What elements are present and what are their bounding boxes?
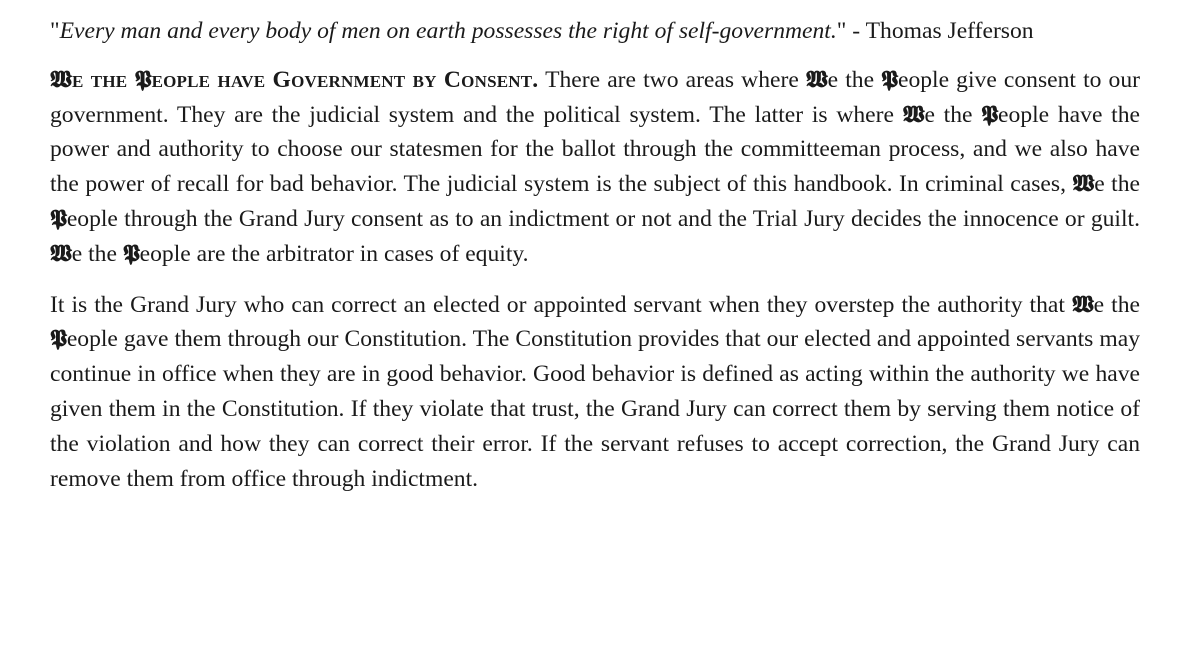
fraktur-w-glyph: 𝖂 bbox=[1071, 291, 1094, 318]
fraktur-w-glyph: 𝖂 bbox=[50, 240, 72, 267]
jefferson-quote bbox=[50, 14, 1140, 49]
fraktur-p-glyph: 𝕻 bbox=[981, 101, 999, 128]
fraktur-w-glyph: 𝖂 bbox=[50, 66, 72, 93]
paragraph-grand-jury: It is the Grand Jury who can correct an elected or appointed servant when they overstep the authority that 𝖂e the 𝕻eople gave them through our Constitution. The Constitution provides that our elected and appointed servants may continue in office when they are in good behavior. Good behavior is defined as acting within the authority we have given them in the Constitution. If they violate that trust, the Grand Jury can correct them by serving them notice of the violation and how they can correct their error. If the servant refuses to accept correction, the Grand Jury can remove them from office through indictment. bbox=[50, 291, 1140, 492]
fraktur-w-glyph: 𝖂 bbox=[902, 101, 925, 128]
fraktur-p-glyph: 𝕻 bbox=[881, 66, 898, 93]
fraktur-p-glyph: 𝕻 bbox=[134, 66, 152, 93]
fraktur-w-glyph: 𝖂 bbox=[805, 66, 828, 93]
fraktur-p-glyph: 𝕻 bbox=[50, 205, 67, 232]
paragraph-consent: 𝖂e the 𝕻eople have Government by Consent. There are two areas where 𝖂e the 𝕻eople give consent to our government. They are the judicial system and the political system. The latter is where 𝖂e the 𝕻eople have the power and authority to choose our statesmen for the ballot through the committeeman process, and we also have the power of recall for bad behavior. The judicial system is the subject of this handbook. In criminal cases, 𝖂e the 𝕻eople through the Grand Jury consent as to an indictment or not and the Trial Jury decides the innocence or guilt. 𝖂e the 𝕻eople are the arbitrator in cases of equity. bbox=[50, 66, 1140, 267]
paragraph-heading: 𝖂e the 𝕻eople have Government by Consent. bbox=[50, 66, 539, 93]
fraktur-p-glyph: 𝕻 bbox=[122, 240, 140, 267]
fraktur-w-glyph: 𝖂 bbox=[1072, 171, 1095, 198]
quote-close-mark: " bbox=[836, 18, 847, 44]
fraktur-p-glyph: 𝕻 bbox=[50, 326, 67, 353]
quote-text: Every man and every body of men on earth possesses the right of self-government. bbox=[59, 18, 837, 44]
quote-open-mark: " bbox=[50, 18, 60, 44]
quote-attribution: - Thomas Jefferson bbox=[846, 18, 1034, 44]
